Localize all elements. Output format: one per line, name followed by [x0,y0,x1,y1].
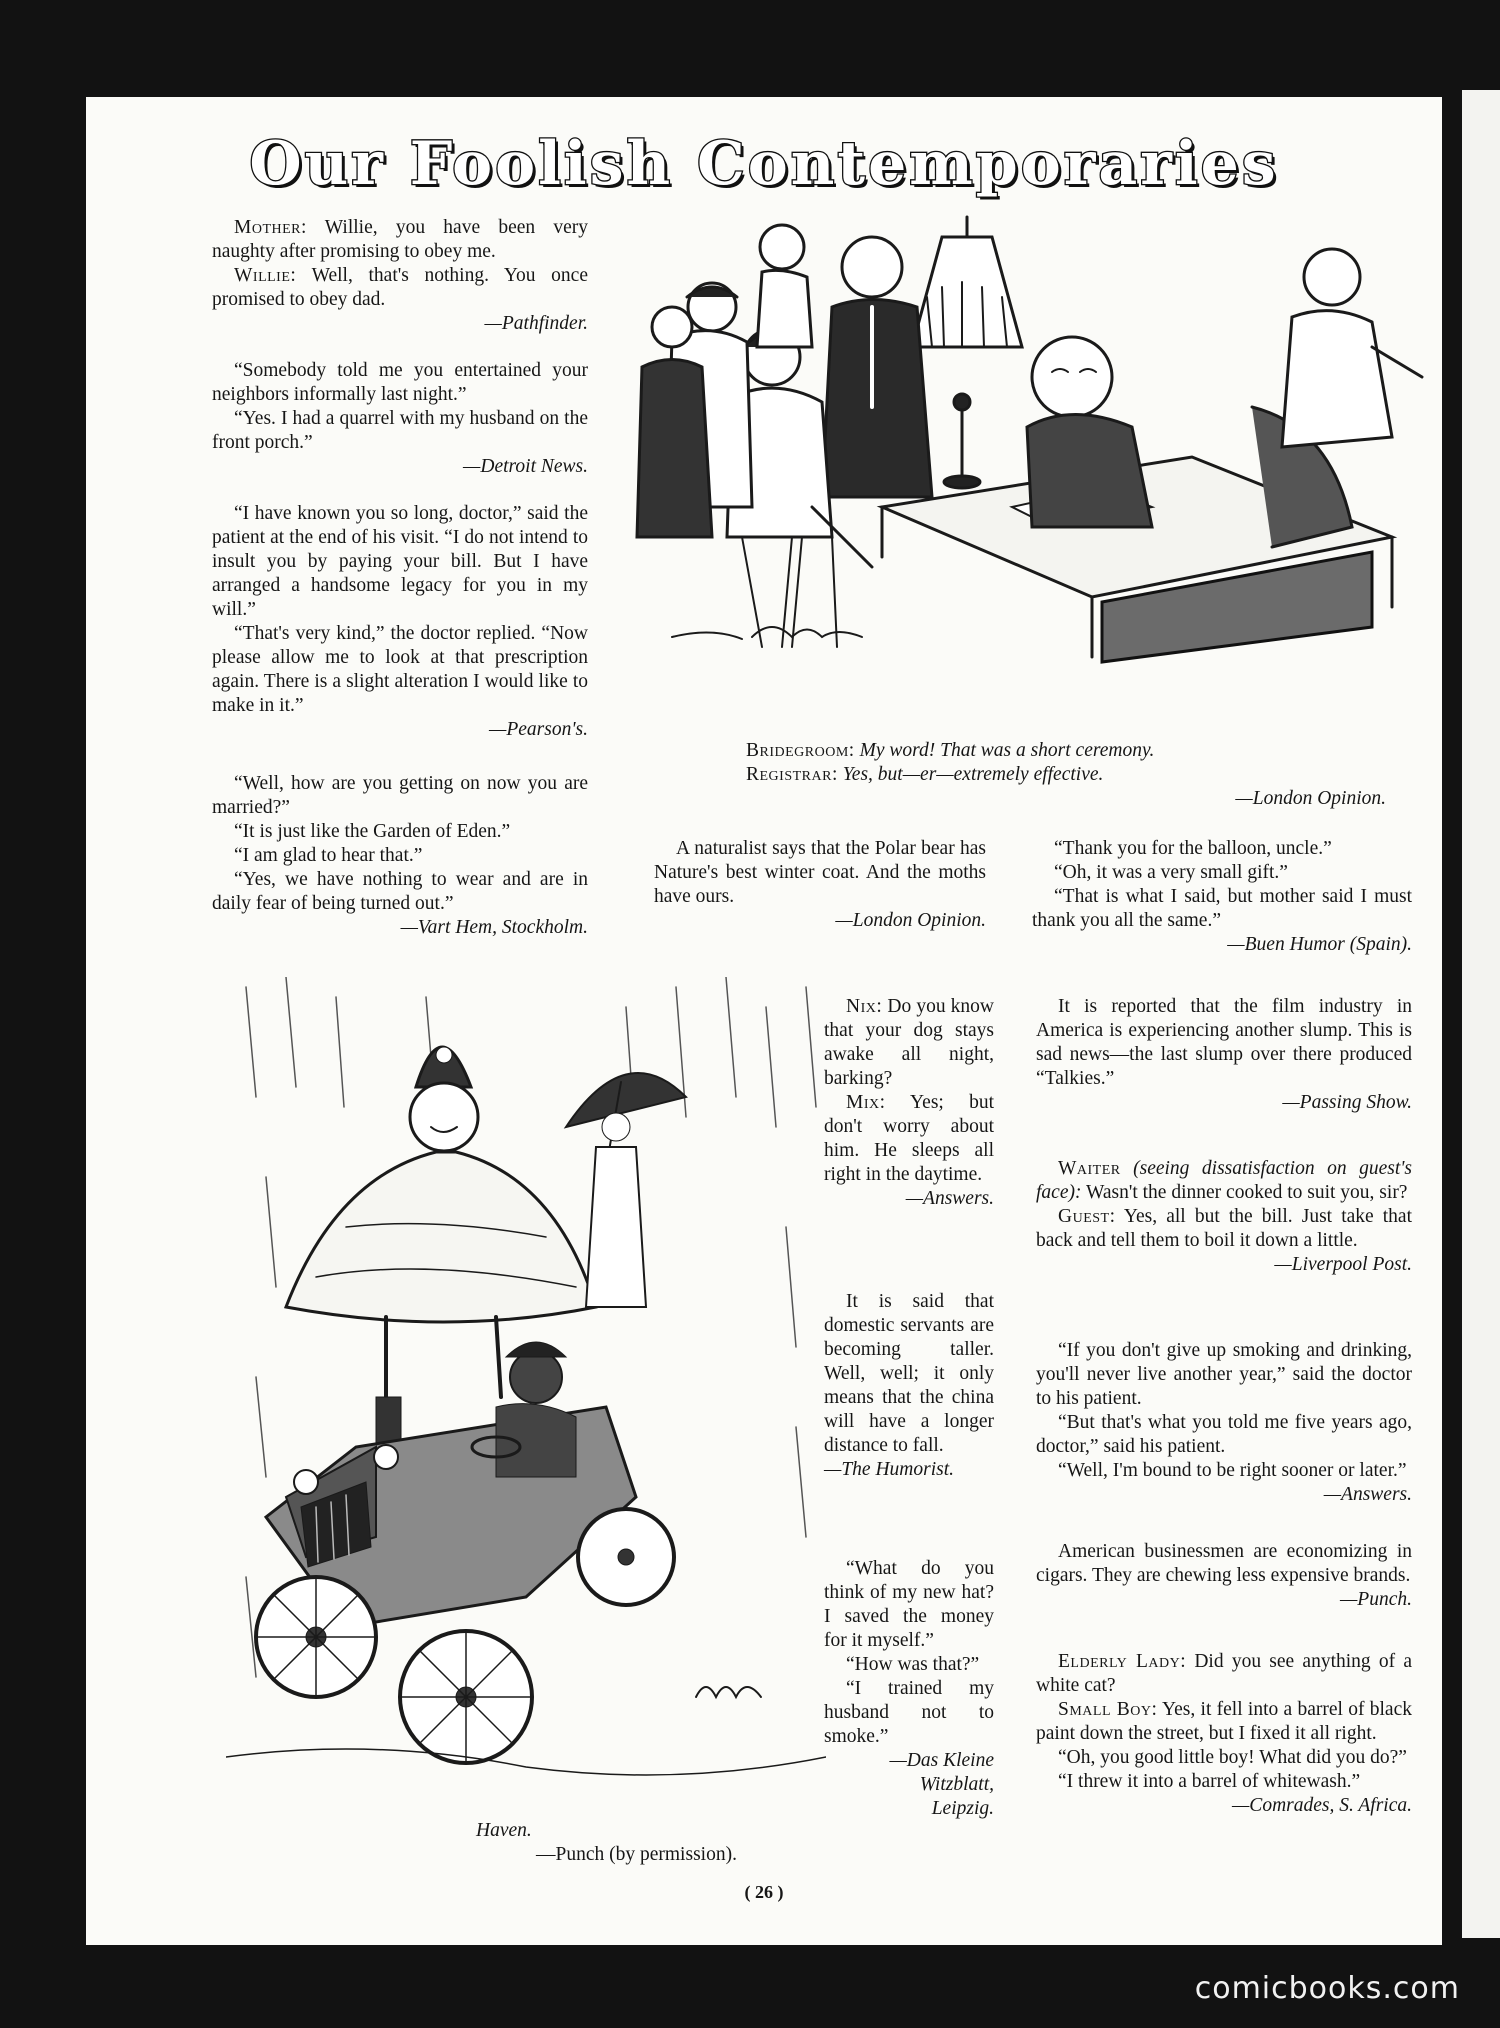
joke-line: “I am glad to hear that.” [234,845,423,866]
joke-source: —Pearson's. [489,719,588,740]
caption-source: —London Opinion. [1235,788,1386,809]
speaker: Bridegroom: [746,740,855,761]
joke-source: —Comrades, S. Africa. [1231,1795,1412,1816]
joke-mother-willie [212,216,588,336]
caption-text: My word! That was a short ceremony. [859,740,1155,761]
joke-cigars [1036,1540,1412,1612]
joke-text: Well, that's nothing. You once promised to obey dad. [212,265,588,310]
caption-source: —Punch (by permission). [536,1844,737,1865]
joke-text: Wasn't the dinner cooked to suit you, sir? [1086,1182,1408,1203]
joke-line: “That's very kind,” the doctor replied. “Now please allow me to look at that prescription again. There is a slight alteration I would like to make in it.” [212,623,588,716]
joke-source: —Das Kleine [889,1750,994,1771]
joke-line: “Well, how are you getting on now you are married?” [212,773,588,818]
haven-caption [476,1819,836,1867]
joke-line: “It is just like the Garden of Eden.” [234,821,511,842]
joke-line: “Thank you for the balloon, uncle.” [1054,838,1332,859]
joke-line: “That is what I said, but mother said I must thank you all the same.” [1032,886,1412,931]
joke-source: —Answers. [1323,1484,1412,1505]
speaker: Guest: [1058,1206,1116,1227]
joke-white-cat [1036,1650,1412,1818]
joke-source: —The Humorist. [824,1459,955,1480]
speaker: Small Boy: [1058,1699,1158,1720]
joke-servants [824,1290,994,1482]
joke-text: It is said that domestic servants are becoming taller. Well, well; it only means that the china will have a longer distance to fall. [824,1291,994,1456]
joke-text: Do you know that your dog stays awake all night, barking? [824,996,995,1089]
wedding-caption [746,739,1386,811]
joke-balloon [1032,837,1412,957]
joke-line: “Oh, you good little boy! What did you do?” [1058,1747,1407,1768]
joke-text: A naturalist says that the Polar bear has Nature's best winter coat. And the moths have ours. [654,838,986,907]
joke-source: —Liverpool Post. [1274,1254,1412,1275]
joke-source: —Punch. [1339,1589,1412,1610]
page-title: Our Foolish Contemporaries [249,129,1279,199]
joke-doctor-legacy [212,502,588,742]
caption-title: Haven. [476,1820,532,1841]
joke-text: Did you see anything of a white cat? [1036,1651,1412,1696]
joke-line: “Oh, it was a very small gift.” [1054,862,1288,883]
joke-line: “What do you think of my new hat? I saved the money for it myself.” [824,1558,994,1651]
magazine-page [86,97,1442,1945]
speaker: Elderly Lady: [1058,1651,1187,1672]
site-watermark: comicbooks.com [1194,1971,1460,2006]
speaker: Registrar: [746,764,838,785]
adjacent-page-edge [1462,90,1500,1938]
joke-waiter [1036,1157,1412,1277]
stage-direction: (seeing dissatisfaction on guest's face): [1036,1158,1412,1203]
joke-line: “I have known you so long, doctor,” said the patient at the end of his visit. “I do not intend to insult you by paying your bill. But I have arranged a handsome legacy for you in my will.” [212,503,588,620]
joke-neighbors [212,359,588,479]
joke-line: “But that's what you told me five years ago, doctor,” said his patient. [1036,1412,1412,1457]
page-number: ( 26 ) [744,1882,784,1902]
joke-line: “Somebody told me you entertained your neighbors informally last night.” [212,360,588,405]
joke-line: “Well, I'm bound to be right sooner or later.” [1058,1460,1407,1481]
joke-text: Yes, it fell into a barrel of black paint down the street, but I fixed it all right. [1036,1699,1412,1744]
joke-text: It is reported that the film industry in America is experiencing another slump. This is sad news—the last slump over there produced “Talkies.” [1036,996,1412,1089]
joke-polar-bear [654,837,986,933]
joke-source: —Answers. [905,1188,994,1209]
speaker: Willie: [234,265,297,286]
joke-source: Witzblatt, [919,1774,994,1795]
joke-source: —Passing Show. [1282,1092,1412,1113]
joke-text: Willie, you have been very naughty after promising to obey me. [212,217,588,262]
joke-source: —Pathfinder. [484,313,588,334]
joke-line: “I threw it into a barrel of whitewash.” [1058,1771,1361,1792]
joke-source: —Detroit News. [463,456,588,477]
joke-garden-of-eden [212,772,588,940]
speaker: Mother: [234,217,307,238]
joke-text: Yes; but don't worry about him. He sleeps all right in the daytime. [824,1092,994,1185]
joke-source: —Vart Hem, Stockholm. [400,917,588,938]
joke-source: —Buen Humor (Spain). [1227,934,1412,955]
joke-film-industry [1036,995,1412,1115]
speaker: Mix: [846,1092,886,1113]
joke-line: “Yes, we have nothing to wear and are in daily fear of being turned out.” [212,869,588,914]
speaker: Waiter [1058,1158,1121,1179]
joke-line: “Yes. I had a quarrel with my husband on the front porch.” [212,408,588,453]
joke-new-hat [824,1557,994,1821]
joke-line: “If you don't give up smoking and drinking, you'll never live another year,” said the doctor to his patient. [1036,1340,1412,1409]
joke-text: Yes, all but the bill. Just take that back and tell them to boil it down a little. [1036,1206,1413,1251]
joke-source: —London Opinion. [835,910,986,931]
joke-nix-mix [824,995,994,1211]
caption-text: Yes, but—er—extremely effective. [842,764,1104,785]
joke-smoking [1036,1339,1412,1507]
joke-line: “How was that?” [846,1654,980,1675]
joke-source: Leipzig. [931,1798,994,1819]
speaker: Nix: [846,996,883,1017]
joke-text: American businessmen are economizing in cigars. They are chewing less expensive brands. [1036,1541,1412,1586]
joke-line: “I trained my husband not to smoke.” [824,1678,994,1747]
wedding-cartoon-illustration [632,207,1432,667]
haven-cartoon-illustration [226,977,826,1797]
